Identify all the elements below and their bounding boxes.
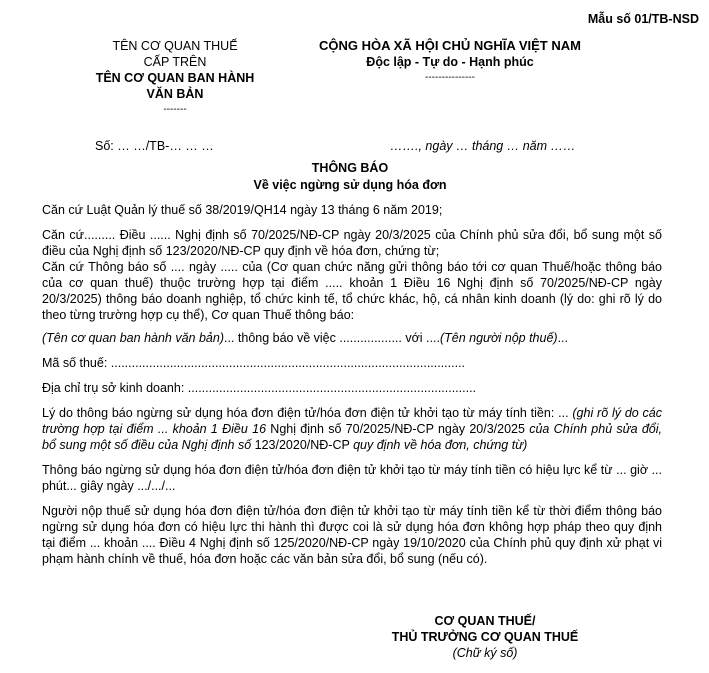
document-body — [42, 202, 662, 567]
effective-date-paragraph: Thông báo ngừng sử dụng hóa đơn điện tử/hóa đơn điện tử khởi tạo từ máy tính tiền có hiệu lực kể từ ... giờ ... phút... giây ngày .../.../... — [42, 463, 662, 493]
national-motto: Độc lập - Tự do - Hạnh phúc — [366, 55, 534, 69]
reason-instruction-1: (ghi rõ lý do các trường hợp tại điểm ... khoản 1 Điều 16 — [42, 406, 663, 436]
reason-instruction-3: quy định về hóa đơn, chứng từ) — [353, 438, 528, 452]
taxpayer-placeholder: (Tên người nộp thuế) — [439, 331, 558, 345]
left-header-line2: CẤP TRÊN — [143, 55, 207, 69]
national-title: CỘNG HÒA XÃ HỘI CHỦ NGHĨA VIỆT NAM — [319, 38, 581, 53]
right-header-divider: --------------- — [425, 72, 475, 83]
legal-basis-3: Căn cứ Thông báo số .... ngày ..... của (Cơ quan chức năng gửi thông báo tới cơ quan Thuế/hoặc thông báo của cơ quan thuế) thuộc trường hợp tại điểm ..... khoản 1 Điều 16 Nghị định số 70/2025/NĐ-CP ngày 20/3/2025) thông báo doanh nghiệp, tổ chức kinh tế, tổ chức khác, hộ, cá nhân kinh doanh (lý do: ghi rõ lý do theo từng trường hợp cụ thể), Cơ quan Thuế thông báo: — [42, 260, 662, 322]
digital-signature-note: (Chữ ký số) — [452, 646, 518, 660]
form-code: Mẫu số 01/TB-NSD — [587, 12, 699, 26]
document-date: ……., ngày … tháng … năm …… — [390, 139, 576, 153]
left-header-line4: VĂN BẢN — [146, 87, 204, 101]
reason-paragraph — [42, 405, 662, 453]
document-title: THÔNG BÁO — [311, 161, 389, 175]
address-line: Địa chỉ trụ sở kinh doanh: ................................................................................... — [42, 381, 477, 395]
tax-code-line: Mã số thuế: ...................................................................................................... — [42, 356, 466, 370]
notice-statement — [42, 330, 662, 346]
document-subtitle: Về việc ngừng sử dụng hóa đơn — [253, 178, 447, 192]
notice-ellipsis: ... — [557, 331, 568, 345]
signature-block — [360, 613, 610, 661]
left-header — [60, 38, 290, 118]
consequence-paragraph: Người nộp thuế sử dụng hóa đơn điện tử/hóa đơn điện tử khởi tạo từ máy tính tiền kể từ thời điểm thông báo ngừng sử dụng hóa đơn có hiệu lực thi hành thì được coi là sử dụng hóa đơn không hợp pháp theo quy định tại điểm ... khoản .... Điều 4 Nghị định số 125/2020/NĐ-CP ngày 19/10/2020 của Chính phủ quy định xử phạt vi phạm hành chính về thuế, hóa đơn hoặc các văn bản sửa đổi, bổ sung (nếu có). — [42, 504, 662, 566]
left-header-divider: ------- — [163, 104, 187, 115]
reason-label: Lý do thông báo ngừng sử dụng hóa đơn điện tử/hóa đơn điện tử khởi tạo từ máy tính tiền: ... — [42, 406, 573, 420]
issuer-placeholder: (Tên cơ quan ban hành văn bản) — [42, 331, 224, 345]
reason-decree-123: 123/2020/NĐ-CP — [251, 438, 354, 452]
signature-line2: THỦ TRƯỞNG CƠ QUAN THUẾ — [391, 630, 579, 644]
left-header-line3: TÊN CƠ QUAN BAN HÀNH — [95, 71, 255, 85]
notice-text: ... thông báo về việc .................. với .... — [224, 331, 440, 345]
left-header-line1: TÊN CƠ QUAN THUẾ — [112, 39, 238, 53]
legal-basis-2: Căn cứ......... Điều ...... Nghị định số 70/2025/NĐ-CP ngày 20/3/2025 của Chính phủ sửa đổi, bổ sung một số điều của Nghị định số 123/2020/NĐ-CP quy định về hóa đơn, chứng từ; — [42, 228, 662, 258]
signature-line1: CƠ QUAN THUẾ/ — [434, 614, 536, 628]
right-header — [300, 38, 600, 86]
reason-instruction-2: của Chính phủ sửa đổi, bổ sung một số điều của Nghị định số — [42, 422, 662, 452]
legal-basis-1: Căn cứ Luật Quản lý thuế số 38/2019/QH14 ngày 13 tháng 6 năm 2019; — [42, 203, 443, 217]
document-number: Số: … …/TB-… … … — [95, 139, 214, 153]
reason-decree-70: Nghị định số 70/2025/NĐ-CP ngày 20/3/2025 — [266, 422, 530, 436]
